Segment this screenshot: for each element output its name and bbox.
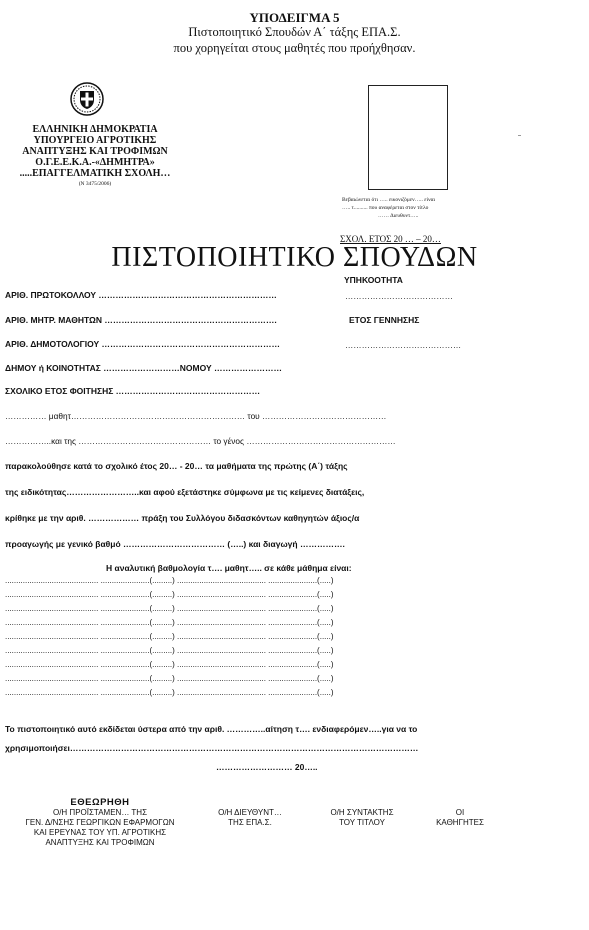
registry-number-field: ΑΡΙΘ. ΔΗΜΟΤΟΛΟΓΙΟΥ ………………………………………………………	[5, 339, 280, 349]
inspection-line4: ΚΑΙ ΕΡΕΥΝΑΣ ΤΟΥ ΥΠ. ΑΓΡΟΤΙΚΗΣ	[33, 828, 167, 837]
org-line-agency: Ο.Γ.Ε.Ε.Κ.Α.-«ΔΗΜΗΤΡΑ»	[35, 157, 155, 168]
grades-heading: Η αναλυτική βαθμολογία τ…. μαθητ….. σε κάθε μάθημα είναι:	[106, 563, 352, 573]
director-line2: ΤΗΣ ΕΠΑ.Σ.	[228, 818, 272, 827]
grades-row: .......................................... ......................(.........) ........................................ ......................(.....)	[5, 660, 334, 669]
issuance-line: Το πιστοποιητικό αυτό εκδίδεται ύστερα από την αριθ. …………..αίτηση τ…. ενδιαφερόμεν…..για να το	[5, 724, 418, 734]
teachers-signature-block	[420, 808, 500, 828]
grades-row: .......................................... ......................(.........) ........................................ ......................(.....)	[5, 646, 334, 655]
nationality-field: …………………………………	[345, 291, 453, 301]
parents-line: ……………..και της ………………………………………… το γένος ………………………………………………	[5, 436, 396, 446]
composer-line2: ΤΟΥ ΤΙΤΛΟΥ	[339, 818, 385, 827]
promotion-grade-line: προαγωγής με γενικό βαθμό ……………………………… (…..) και διαγωγή …………….	[5, 539, 345, 549]
inspection-heading: ΕΘΕΩΡΗΘΗ	[70, 797, 130, 808]
specialty-line: της ειδικότητας……………………..και αφού εξετάστηκε σύμφωνα με τις κείμενες διατάξεις,	[5, 487, 365, 497]
greek-coat-of-arms-icon	[70, 82, 104, 116]
use-line: χρησιμοποιήσει……………………………………………………………………………………………………………	[5, 743, 419, 753]
stray-mark	[518, 135, 521, 136]
grades-row: .......................................... ......................(.........) ........................................ ......................(.....)	[5, 590, 334, 599]
decision-line: κρίθηκε με την αριθ. ……………… πράξη του Συλλόγου διδασκόντων καθηγητών άξιος/α	[5, 513, 360, 523]
inspection-line3: ΓΕΝ. Δ/ΝΣΗΣ ΓΕΩΡΓΙΚΩΝ ΕΦΑΡΜΟΓΩΝ	[25, 818, 175, 827]
org-line-republic: ΕΛΛΗΝΙΚΗ ΔΗΜΟΚΡΑΤΙΑ	[32, 124, 158, 135]
grades-row: .......................................... ......................(.........) ........................................ ......................(.....)	[5, 674, 334, 683]
municipality-field: ΔΗΜΟΥ ή ΚΟΙΝΟΤΗΤΑΣ ………………………ΝΟΜΟΥ ……………………	[5, 363, 282, 373]
org-line-ministry-cont: ΑΝΑΠΤΥΞΗΣ ΚΑΙ ΤΡΟΦΙΜΩΝ	[22, 146, 168, 157]
date-line: ……………………… 20…..	[216, 762, 318, 772]
org-line-ministry: ΥΠΟΥΡΓΕΙΟ ΑΓΡΟΤΙΚΗΣ	[33, 135, 157, 146]
grades-row: .......................................... ......................(.........) ........................................ ......................(.....)	[5, 618, 334, 627]
document-title: ΠΙΣΤΟΠΟΙΗΤΙΚΟ ΣΠΟΥΔΩΝ	[111, 242, 478, 273]
grades-row: .......................................... ......................(.........) ........................................ ......................(.....)	[5, 576, 334, 585]
photo-certification-line2: ….. τ.......... που αναφέρεται στον τίτλο	[342, 205, 429, 211]
inspection-signature-block	[0, 798, 200, 848]
composer-signature-block	[312, 808, 412, 828]
birth-year-field: ……………………………………	[345, 340, 462, 350]
template-description: που χορηγείται στους μαθητές που προήχθησαν.	[173, 41, 416, 55]
photo-certification-line1: Βεβαιώνεται ότι ….. εικονιζόμεν….. είναι	[342, 197, 435, 203]
director-signature-block	[200, 808, 300, 828]
school-year: ΣΧΟΛ. ΕΤΟΣ 20 … – 20…	[340, 234, 441, 244]
org-law-ref: (Ν 3475/2006)	[78, 181, 112, 187]
student-name-line: …………… μαθητ……………………………………………………… του ………………………………………	[5, 411, 387, 421]
protocol-number-field: ΑΡΙΘ. ΠΡΩΤΟΚΟΛΛΟΥ ………………………………………………………	[5, 290, 277, 300]
template-subtitle: Πιστοποιητικό Σπουδών Α΄ τάξης ΕΠΑ.Σ.	[188, 25, 401, 39]
director-line1: Ο/Η ΔΙΕΥΘΥΝΤ…	[218, 808, 282, 817]
photo-box	[368, 85, 448, 190]
org-line-school: .....ΕΠΑΓΓΕΛΜΑΤΙΚΗ ΣΧΟΛΗ…	[19, 168, 171, 179]
template-number: ΥΠΟΔΕΙΓΜΑ 5	[249, 10, 340, 25]
photo-certification-line3: …… Διευθυντ…..	[378, 213, 419, 219]
attendance-year-field: ΣΧΟΛΙΚΟ ΕΤΟΣ ΦΟΙΤΗΣΗΣ ……………………………………………	[5, 386, 261, 396]
inspection-line2: Ο/Η ΠΡΟΪΣΤΑΜΕΝ… ΤΗΣ	[52, 808, 148, 817]
inspection-line5: ΑΝΑΠΤΥΞΗΣ ΚΑΙ ΤΡΟΦΙΜΩΝ	[45, 838, 155, 847]
student-register-field: ΑΡΙΘ. ΜΗΤΡ. ΜΑΘΗΤΩΝ …………………………………………………….	[5, 315, 277, 325]
grades-row: .......................................... ......................(.........) ........................................ ......................(.....)	[5, 604, 334, 613]
grades-row: .......................................... ......................(.........) ........................................ ......................(.....)	[5, 688, 334, 697]
birth-year-label: ΕΤΟΣ ΓΕΝΝΗΣΗΣ	[349, 315, 420, 325]
attendance-line: παρακολούθησε κατά το σχολικό έτος 20… - 20… τα μαθήματα της πρώτης (Α΄) τάξης	[5, 461, 348, 471]
grades-row: .......................................... ......................(.........) ........................................ ......................(.....)	[5, 632, 334, 641]
teachers-line1: ΟΙ	[455, 808, 465, 817]
composer-line1: Ο/Η ΣΥΝΤΑΚΤΗΣ	[330, 808, 394, 817]
teachers-line2: ΚΑΘΗΓΗΤΕΣ	[436, 818, 484, 827]
nationality-label: ΥΠΗΚΟΟΤΗΤΑ	[344, 275, 403, 285]
